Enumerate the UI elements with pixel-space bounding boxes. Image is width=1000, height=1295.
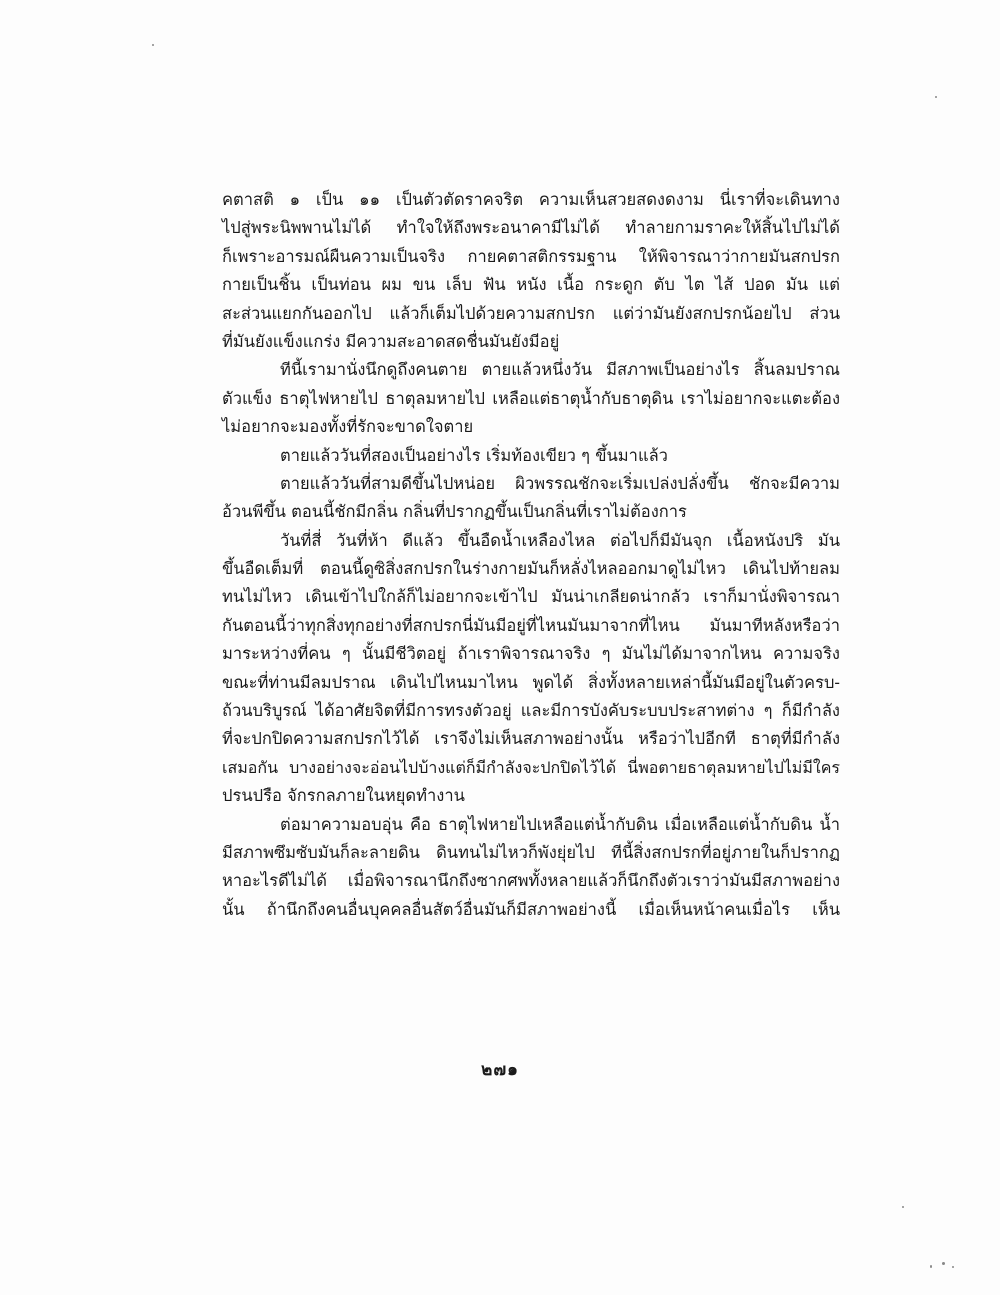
text-line: ที่มันยังแข็งแกร่ง มีความสะอาดสดชื่นมันยังมีอยู่ xyxy=(222,331,560,351)
text-line: อ้วนพีขึ้น ตอนนี้ชักมีกลิ่น กลิ่นที่ปรากฏขึ้นเป็นกลิ่นที่เราไม่ต้องการ xyxy=(222,502,687,522)
text-line: เสมอกัน บางอย่างจะอ่อนไปบ้างแต่ก็มีกำลังจะปกปิดไว้ได้ นี่พอตายธาตุลมหายไปไม่มีใคร xyxy=(222,757,840,777)
text-line: ไม่อยากจะมองทั้งที่รักจะขาดใจตาย xyxy=(222,417,474,437)
text-line: กายเป็นชิ้น เป็นท่อน ผม ขน เล็บ ฟัน หนัง เนื้อ กระดูก ตับ ไต ไส้ ปอด มัน แต่ xyxy=(222,275,840,295)
scan-speck xyxy=(930,1265,932,1268)
text-line: สะส่วนแยกกันออกไป แล้วก็เต็มไปด้วยความสกปรก แต่ว่ามันยังสกปรกน้อยไป ส่วน xyxy=(222,303,840,323)
text-line: นั้น ถ้านึกถึงคนอื่นบุคคลอื่นสัตว์อื่นมันก็มีสภาพอย่างนี้ เมื่อเห็นหน้าคนเมื่อไร เห็น xyxy=(222,899,840,919)
scan-speck xyxy=(902,1206,904,1208)
text-line: ปรนปรือ จักรกลภายในหยุดทำงาน xyxy=(222,786,465,806)
page-number: ๒๗๑ xyxy=(481,1060,519,1080)
text-line: ต่อมาความอบอุ่น คือ ธาตุไฟหายไปเหลือแต่น้ำกับดิน เมื่อเหลือแต่น้ำกับดิน น้ำ xyxy=(280,814,840,834)
text-line: กันตอนนี้ว่าทุกสิ่งทุกอย่างที่สกปรกนี่มันมีอยู่ที่ไหนมันมาจากที่ไหน มันมาทีหลังหรือว่า xyxy=(222,615,840,635)
text-line: ตายแล้ววันที่สามดีขึ้นไปหน่อย ผิวพรรณชักจะเริ่มเปล่งปลั่งขึ้น ชักจะมีความ xyxy=(280,473,840,493)
text-line: ก็เพราะอารมณ์ผืนความเป็นจริง กายคตาสติกรรมฐาน ให้พิจารณาว่ากายมันสกปรก xyxy=(222,246,840,266)
text-line: ขึ้นอืดเต็มที่ ตอนนี้ดูซิสิ่งสกปรกในร่างกายมันก็หลั่งไหลออกมาดูไม่ไหว เดินไปท้ายลม xyxy=(222,559,840,579)
text-line: วันที่สี่ วันที่ห้า ดีแล้ว ขึ้นอืดน้ำเหลืองไหล ต่อไปก็มีมันจุก เนื้อหนังปริ มัน xyxy=(280,530,840,550)
text-line: มาระหว่างที่คน ๆ นั้นมีชีวิตอยู่ ถ้าเราพิจารณาจริง ๆ มันไม่ได้มาจากไหน ความจริง xyxy=(222,644,840,664)
scan-speck xyxy=(935,96,937,98)
text-line: ตายแล้ววันที่สองเป็นอย่างไร เริ่มท้องเขียว ๆ ขึ้นมาแล้ว xyxy=(280,445,668,465)
scan-speck xyxy=(942,1262,945,1265)
text-line: ทนไม่ไหว เดินเข้าไปใกล้ก็ไม่อยากจะเข้าไป มันน่าเกลียดน่ากลัว เราก็มานั่งพิจารณา xyxy=(222,587,840,607)
text-line: ที่จะปกปิดความสกปรกไว้ได้ เราจึงไม่เห็นสภาพอย่างนั้น หรือว่าไปอีกที ธาตุที่มีกำลัง xyxy=(222,729,840,749)
text-line: คตาสติ ๑ เป็น ๑๑ เป็นตัวตัดราคจริต ความเห็นสวยสดงดงาม นี่เราที่จะเดินทาง xyxy=(222,190,840,209)
text-line: ทีนี้เรามานั่งนึกดูถึงคนตาย ตายแล้วหนึ่งวัน มีสภาพเป็นอย่างไร สิ้นลมปราณ xyxy=(280,360,840,380)
text-line: ถ้วนบริบูรณ์ ได้อาศัยจิตที่มีการทรงตัวอยู่ และมีการบังคับระบบประสาทต่าง ๆ ก็มีกำลัง xyxy=(222,701,840,721)
text-line: มีสภาพซึมซับมันก็ละลายดิน ดินทนไม่ไหวก็พังยุ่ยไป ทีนี้สิ่งสกปรกที่อยู่ภายในก็ปรากฏ xyxy=(222,842,840,862)
text-line: ขณะที่ท่านมีลมปราณ เดินไปไหนมาไหน พูดได้ สิ่งทั้งหลายเหล่านี้มันมีอยู่ในตัวครบ- xyxy=(222,672,840,692)
body-text xyxy=(222,186,840,924)
text-line: ตัวแข็ง ธาตุไฟหายไป ธาตุลมหายไป เหลือแต่ธาตุน้ำกับธาตุดิน เราไม่อยากจะแตะต้อง xyxy=(222,388,840,408)
scan-speck xyxy=(952,1266,954,1268)
text-line: ไปสู่พระนิพพานไม่ได้ ทำใจให้ถึงพระอนาคามีไม่ได้ ทำลายกามราคะให้สิ้นไปไม่ได้ xyxy=(222,218,840,238)
scan-speck xyxy=(152,44,154,46)
text-line: หาอะไรดีไม่ได้ เมื่อพิจารณานึกถึงซากศพทั้งหลายแล้วก็นึกถึงตัวเราว่ามันมีสภาพอย่าง xyxy=(222,871,840,891)
